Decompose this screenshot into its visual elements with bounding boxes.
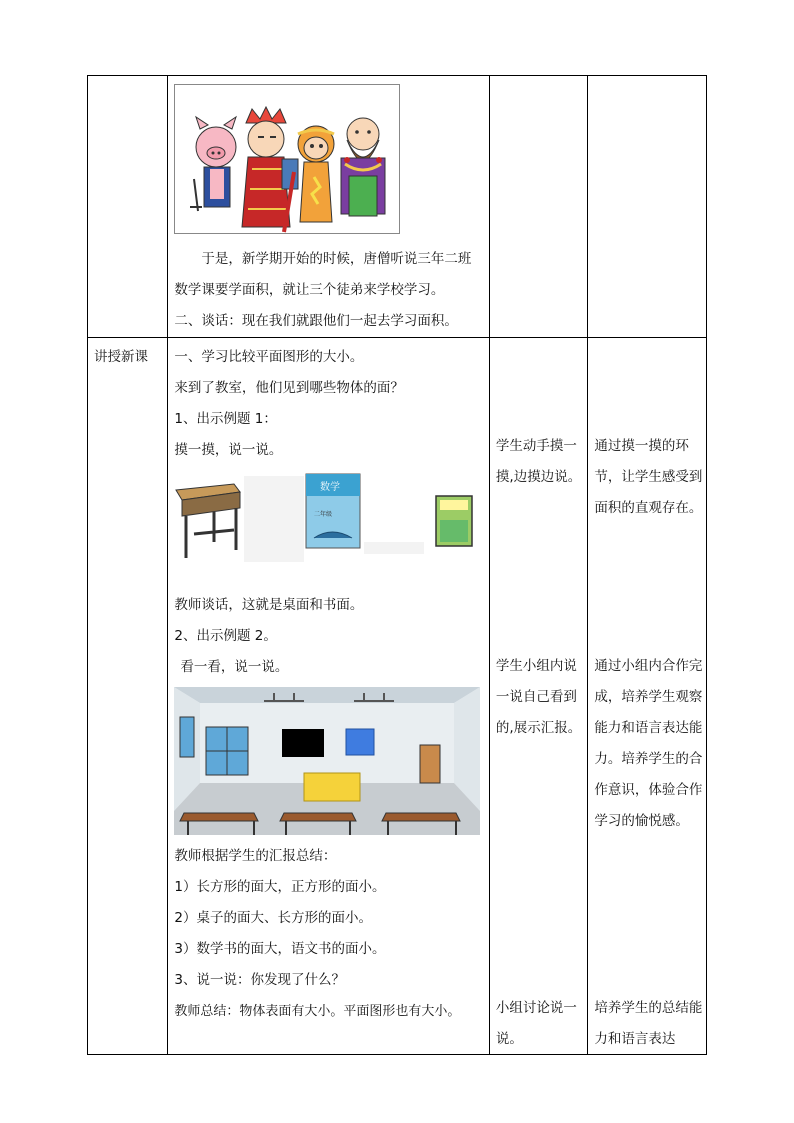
content-line: 2、出示例题 2。 [174,628,277,644]
lesson-plan-table [87,75,707,1055]
math-book-icon [306,474,360,548]
desk-icon [176,484,240,558]
chinese-book-icon [436,496,472,546]
student-activity-3: 小组讨论说一说。 [495,1000,577,1047]
story-line-2: 数学课要学面积，就让三个徒弟来学校学习。 [174,282,445,298]
content-cell [168,76,490,338]
pilgrims-cartoon-image [174,84,400,234]
content-line: 教师总结：物体表面有大小。平面图形也有大小。 [174,1004,461,1019]
student-activity-1: 学生动手摸一摸,边摸边说。 [495,438,582,485]
table-row [88,338,707,1055]
content-line: 1）长方形的面大，正方形的面小。 [174,879,386,895]
black-rectangle [282,729,324,757]
design-intent-3: 培养学生的总结能力和语言表达 [594,1000,703,1047]
content-line: 1、出示例题 1： [174,411,277,427]
content-line: 一、学习比较平面图形的大小。 [174,349,364,365]
content-line: 3、说一说：你发现了什么？ [174,972,345,988]
design-intent-cell [588,338,707,1055]
content-line: 2）桌子的面大、长方形的面小。 [174,910,372,926]
content-line: 3）数学书的面大，语文书的面小。 [174,941,386,957]
classroom-image [174,687,480,835]
talk-line: 二、谈话：现在我们就跟他们一起去学习面积。 [174,313,458,329]
student-desk-icon [180,813,460,821]
podium-icon [304,773,360,801]
student-activity-cell [489,338,587,1055]
stage-cell-empty [88,76,168,338]
design-intent-1: 通过摸一摸的环节，让学生感受到面积的直观存在。 [594,438,703,516]
student-cell-empty [489,76,587,338]
content-cell [168,338,490,1055]
door-icon [420,745,440,783]
content-line: 教师谈话，这就是桌面和书面。 [174,597,364,613]
blue-square [346,729,374,755]
story-line-1: 于是，新学期开始的时候，唐僧听说三年二班 [201,251,472,267]
content-line: 教师根据学生的汇报总结： [174,848,337,864]
intent-cell-empty [588,76,707,338]
content-line: 来到了教室，他们见到哪些物体的面？ [174,380,404,396]
table-row [88,76,707,338]
math-book-sub: 二年级 [314,511,333,518]
design-intent-2: 通过小组内合作完成，培养学生观察能力和语言表达能力。培养学生的合作意识，体验合作学习的愉悦感。 [594,658,703,829]
stage-cell [88,338,168,1055]
content-line: 看一看，说一说。 [180,659,289,675]
math-book-title: 数学 [320,482,341,493]
student-activity-2: 学生小组内说一说自己看到的,展示汇报。 [495,658,582,736]
desk-and-books-image [174,472,479,564]
stage-label: 讲授新课 [94,349,148,365]
content-line: 摸一摸，说一说。 [174,442,283,458]
